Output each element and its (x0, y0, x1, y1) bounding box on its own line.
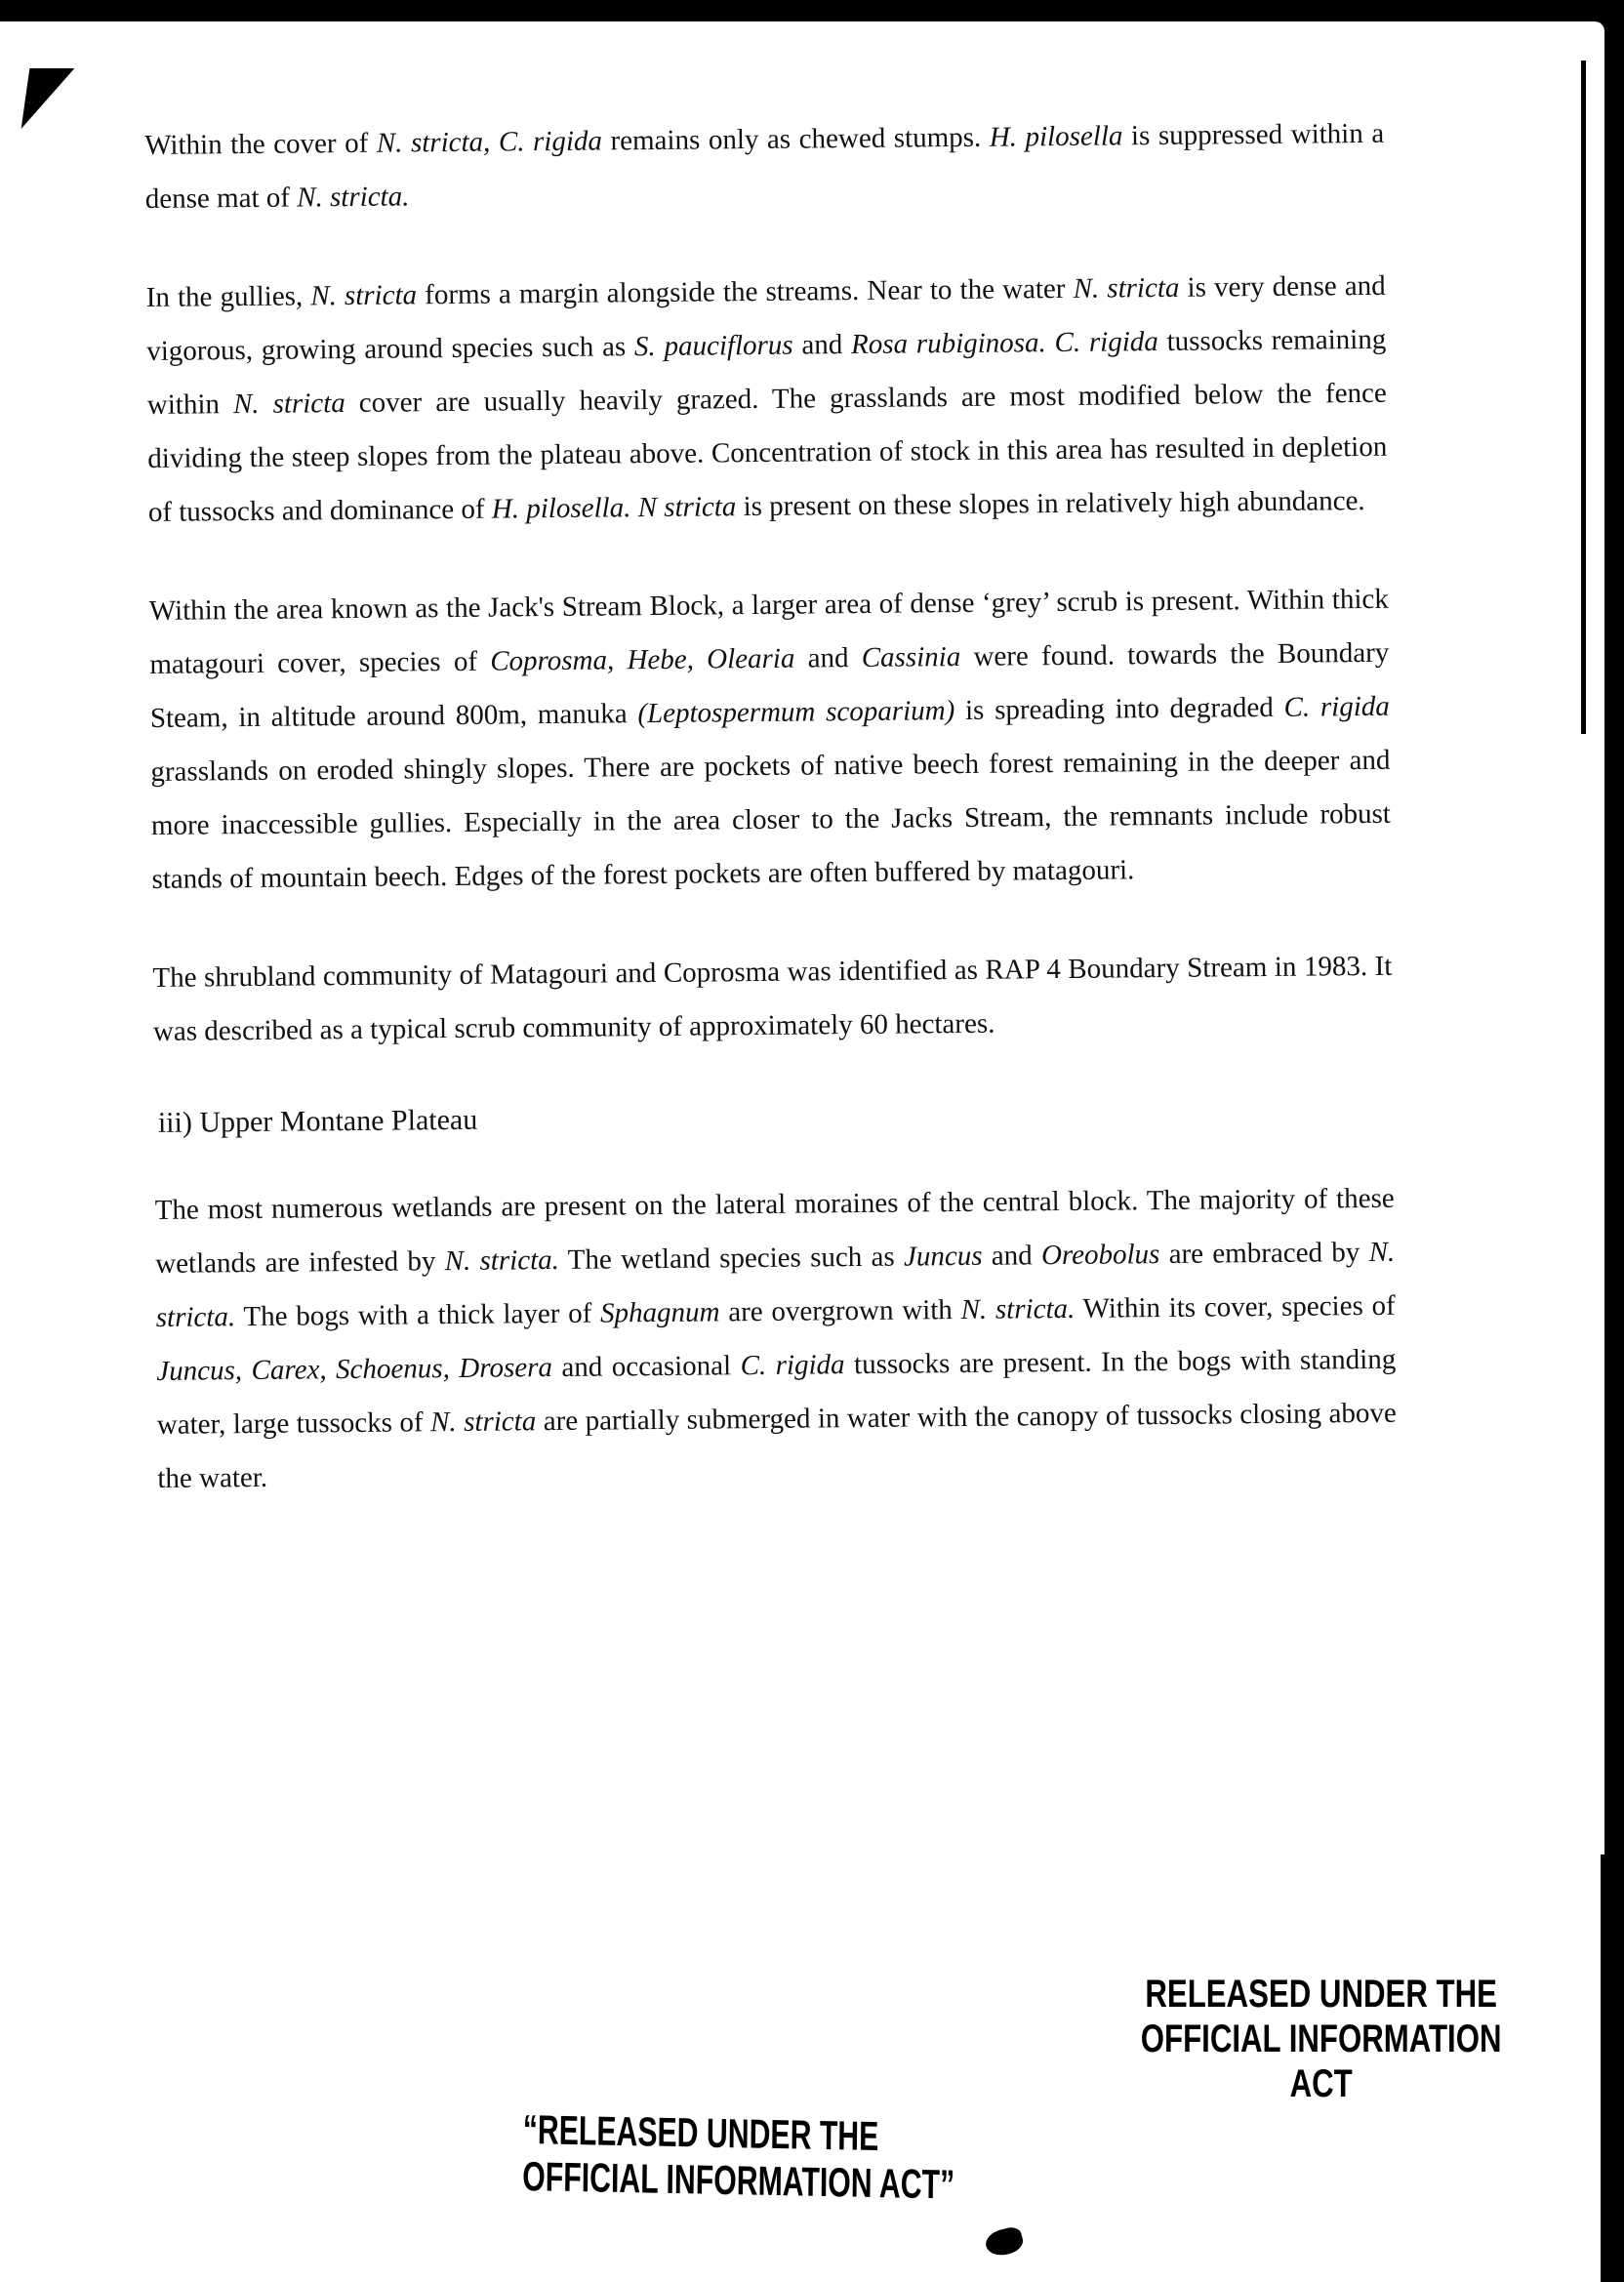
species-name: Cassinia (861, 640, 961, 673)
species-name: Juncus, Carex, Schoenus, Drosera (156, 1352, 553, 1387)
species-name: N stricta (637, 491, 737, 524)
scan-edge-line (1581, 61, 1586, 734)
species-name: N. stricta (310, 279, 418, 312)
section-heading: iii) Upper Montane Plateau (157, 1103, 478, 1139)
paragraph: The most numerous wetlands are present on the lateral moraines of the central block. The majority of these wetlands are infested by N. stricta. The wetland species such as Juncus and Oreobolus are embraced by N. stricta. The bogs with a thick layer of Sphagnum are overgrown with N. stricta. Within its cover, species of Juncus, Carex, Schoenus, Drosera and occasional C. rigida tussocks are present. In the bogs with standing water, large tussocks of N. stricta are partially submerged in water with the canopy of tussocks closing above the water. (154, 1182, 1397, 1494)
species-name: C. rigida (1054, 326, 1158, 359)
species-name: H. pilosella. (491, 492, 631, 525)
species-name: H. pilosella (989, 120, 1123, 153)
species-name: N. stricta. (444, 1243, 560, 1278)
paragraph: In the gullies, N. stricta forms a margin alongside the streams. Near to the water N. stricta is very dense and vigorous, growing around species such as S. pauciflorus and Rosa rubiginosa. C. rigida tussocks remaining within N. stricta cover are usually heavily grazed. The grasslands are most modified below the fence dividing the steep slopes from the plateau above. Concentration of stock in this area has resulted in depletion of tussocks and dominance of H. pilosella. N stricta is present on these slopes in relatively high abundance. (145, 269, 1388, 528)
ink-blot-icon (983, 2225, 1025, 2260)
stamp-line: “RELEASED UNDER THE (522, 2106, 879, 2160)
species-name: C. rigida (1283, 690, 1390, 723)
stamp-line: OFFICIAL INFORMATION ACT (1140, 2017, 1502, 2105)
paragraph: Within the area known as the Jack's Stream Block, a larger area of dense ‘grey’ scrub is present. Within thick matagouri cover, species of Coprosma, Hebe, Olearia and Cassinia were found. towards the Boundary Steam, in altitude around 800m, manuka (Leptospermum scoparium) is spreading into degraded C. rigida grasslands on eroded shingly slopes. There are pockets of native beech forest remaining in the deeper and more inaccessible gullies. Especially in the area closer to the Jacks Stream, the remnants include robust stands of mountain beech. Edges of the forest pockets are often buffered by matagouri. (148, 583, 1392, 895)
species-name: N. stricta. (960, 1292, 1076, 1326)
oia-release-stamp-bottom (522, 2106, 955, 2209)
scanned-page (0, 21, 1604, 2282)
species-name: C. rigida (740, 1349, 845, 1382)
species-name: N. stricta (1073, 271, 1180, 305)
species-name: N. stricta. (155, 1236, 1396, 1333)
species-name: N. stricta (232, 387, 345, 421)
species-name: Oreobolus (1040, 1239, 1160, 1272)
species-name: Sphagnum (599, 1296, 720, 1329)
document-body (144, 107, 1398, 1551)
stamp-line: RELEASED UNDER THE (1145, 1973, 1497, 2016)
scan-edge-line (1601, 1854, 1604, 2282)
species-name: Rosa rubiginosa. (850, 327, 1046, 361)
paragraph: The shrubland community of Matagouri and Coprosma was identified as RAP 4 Boundary Stream in 1983. It was described as a typical scrub community of approximately 60 hectares. (152, 950, 1393, 1047)
species-name: S. pauciflorus (633, 329, 793, 363)
species-name: (Leptospermum scoparium) (637, 695, 955, 730)
scan-corner-mark-icon (21, 68, 75, 129)
species-name: N. stricta, C. rigida (376, 125, 603, 159)
species-name: Coprosma, Hebe, Olearia (490, 642, 795, 677)
species-name: Juncus (903, 1240, 983, 1273)
stamp-line: OFFICIAL INFORMATION ACT” (522, 2153, 955, 2208)
species-name: N. stricta (429, 1406, 537, 1439)
species-name: N. stricta. (297, 181, 410, 214)
paragraph: Within the cover of N. stricta, C. rigida remains only as chewed stumps. H. pilosella is suppressed within a dense mat of N. stricta. (144, 117, 1385, 215)
oia-release-stamp-right (1140, 1972, 1502, 2106)
